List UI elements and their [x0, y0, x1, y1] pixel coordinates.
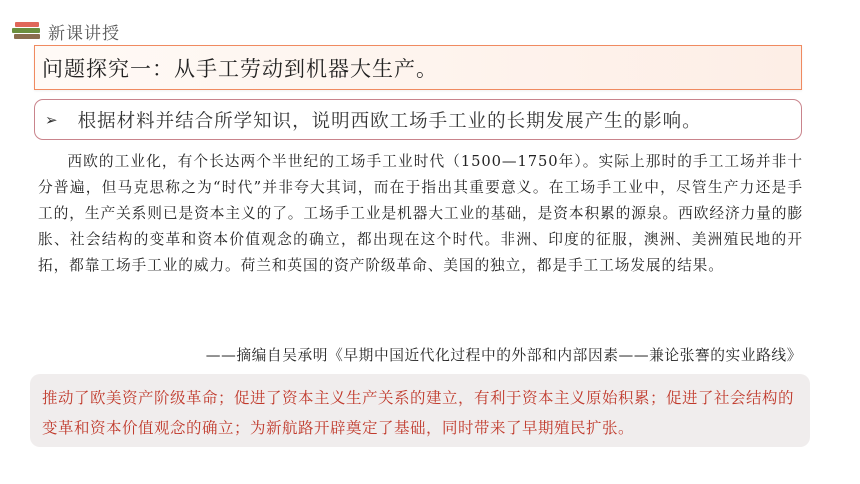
task-prompt: [34, 99, 802, 140]
books-icon: [12, 20, 42, 42]
answer-text: 推动了欧美资产阶级革命；促进了资本主义生产关系的建立，有利于资本主义原始积累；促进了社会结构的变革和资本价值观念的确立；为新航路开辟奠定了基础，同时带来了早期殖民扩张。: [42, 389, 795, 437]
slide-header: [12, 18, 120, 44]
answer-box: [30, 374, 810, 447]
question-text: 问题探究一：从手工劳动到机器大生产。: [42, 56, 438, 81]
material-source: ——摘编自吴承明《早期中国近代化过程中的外部和内部因素——兼论张謇的实业路线》: [205, 347, 802, 364]
task-text: 根据材料并结合所学知识，说明西欧工场手工业的长期发展产生的影响。: [77, 110, 702, 132]
question-banner: [34, 45, 802, 90]
material-passage: 西欧的工业化，有个长达两个半世纪的工场手工业时代（1500—1750年）。实际上那时的手工工场并非十分普遍，但马克思称之为“时代”并非夸大其词，而在于指出其重要意义。在工场手工业中，尽管生产力还是手工的，生产关系则已是资本主义的了。工场手工业是机器大工业的基础，是资本积累的源泉。西欧经济力量的膨胀、社会结构的变革和资本价值观念的确立，都出现在这个时代。非洲、印度的征服，澳洲、美洲殖民地的开拓，都靠工场手工业的威力。荷兰和英国的资产阶级革命、美国的独立，都是手工工场发展的结果。: [38, 153, 803, 274]
section-title: 新课讲授: [48, 23, 120, 44]
arrow-right-icon: ➢: [45, 110, 58, 129]
